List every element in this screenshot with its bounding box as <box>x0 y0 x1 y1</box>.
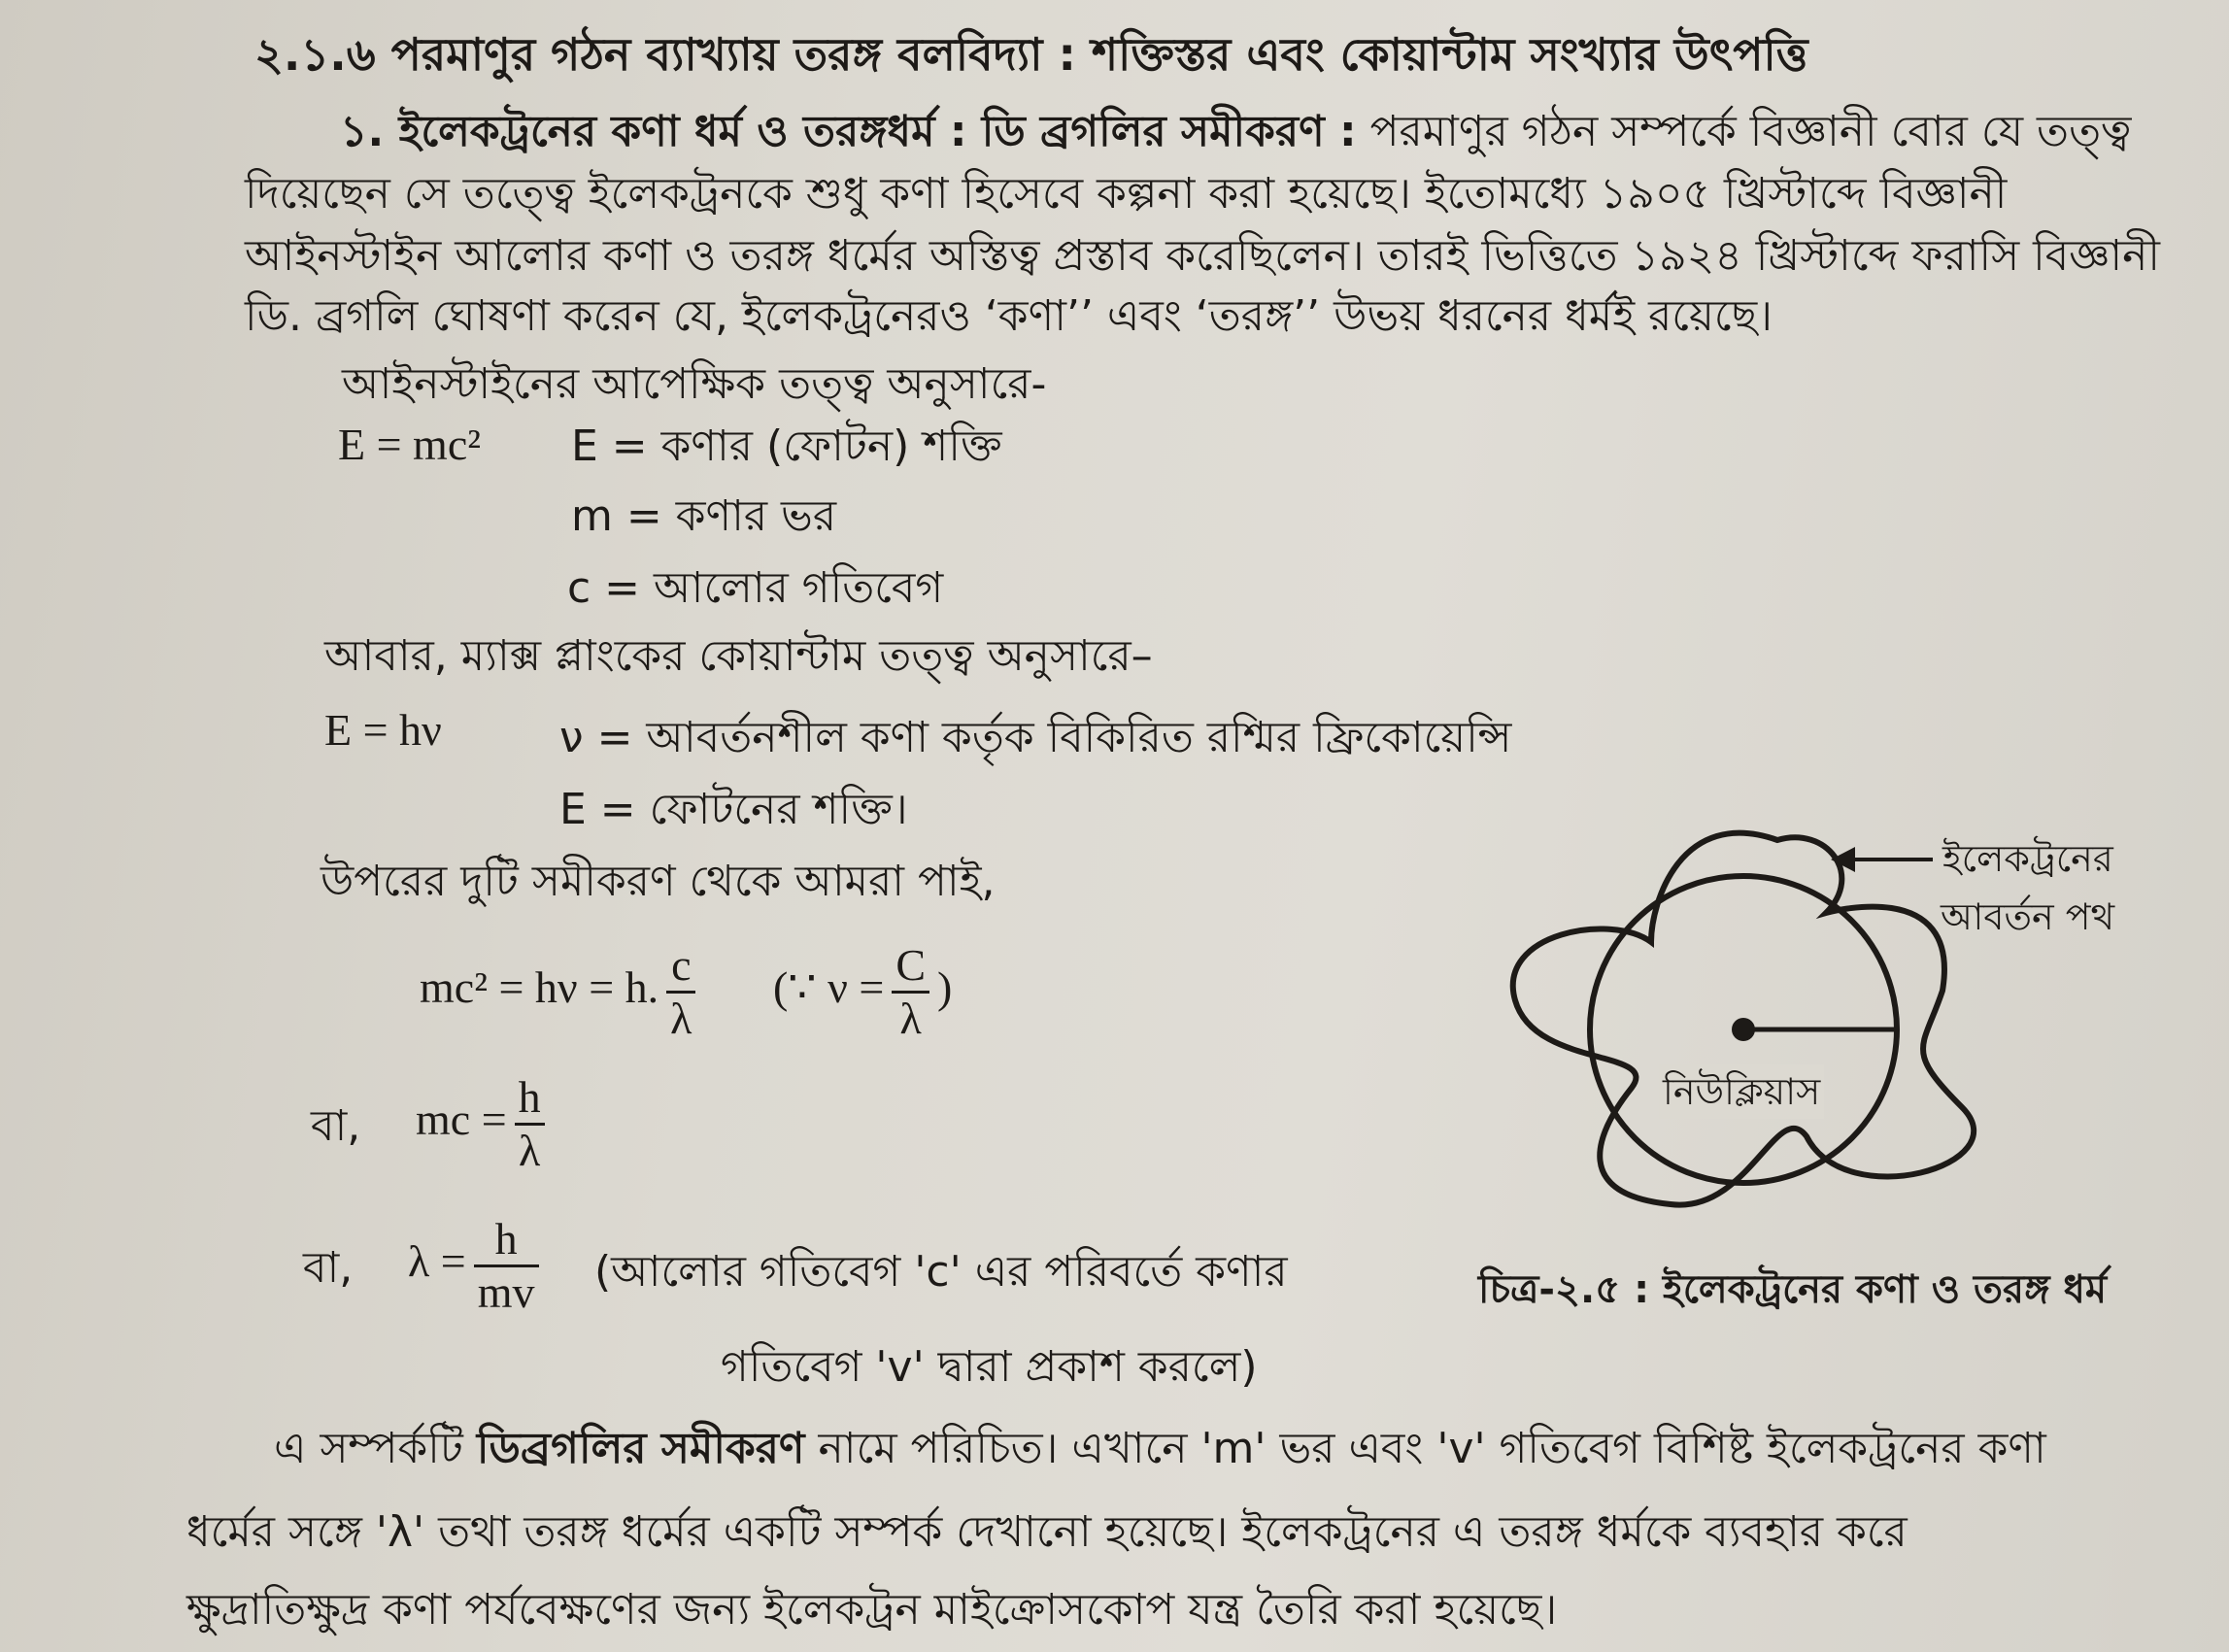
conclusion-line-1 <box>274 1422 2046 1476</box>
equation-2-ba: বা, <box>311 1101 361 1151</box>
conclusion-line-2: ধর্মের সঙ্গে 'λ' তথা তরঙ্গ ধর্মের একটি সম্পর্ক দেখানো হয়েছে। ইলেকট্রনের এ তরঙ্গ ধর্মকে ব্যবহার করে <box>186 1507 1908 1557</box>
figure-caption: চিত্র-২.৫ : ইলেকট্রনের কণা ও তরঙ্গ ধর্ম <box>1478 1267 2108 1312</box>
conclusion-line-1a: এ সম্পর্কটি <box>274 1424 463 1473</box>
equation-3-ba: বা, <box>303 1243 354 1293</box>
intro-line-1-rest: পরমাণুর গঠন সম্পর্কে বিজ্ঞানী বোর যে তত্ত্ব <box>1369 107 2132 156</box>
intro-line-4: ডি. ব্রগলি ঘোষণা করেন যে, ইলেকট্রনেরও ‘কণা’’ এবং ‘তরঙ্গ’’ উভয় ধরনের ধর্মই রয়েছে। <box>245 291 1773 341</box>
def-light-speed: c = আলোর গতিবেগ <box>567 563 944 613</box>
equation-1-left: mc² = hν = h. <box>420 962 659 1013</box>
intro-line-1 <box>340 105 2131 159</box>
equation-3-note-2: গতিবেগ 'v' দ্বারা প্রকাশ করলে) <box>721 1342 1258 1392</box>
de-broglie-equation-term: ডিব্রগলির সমীকরণ <box>476 1424 805 1473</box>
equation-3-note: (আলোর গতিবেগ 'c' এর পরিবর্তে কণার <box>594 1247 1288 1297</box>
einstein-intro: আইনস্টাইনের আপেক্ষিক তত্ত্ব অনুসারে- <box>342 359 1047 409</box>
intro-line-2: দিয়েছেন সে তত্ত্বে ইলেকট্রনকে শুধু কণা হিসেবে কল্পনা করা হয়েছে। ইতোমধ্যে ১৯০৫ খ্রিস্টাব্দে বিজ্ঞানী <box>245 169 2008 219</box>
conclusion-line-1c: নামে পরিচিত। এখানে 'm' ভর এবং 'v' গতিবেগ বিশিষ্ট ইলেকট্রনের কণা <box>818 1424 2046 1473</box>
conclusion-line-3: ক্ষুদ্রাতিক্ষুদ্র কণা পর্যবেক্ষণের জন্য ইলেকট্রন মাইক্রোসকোপ যন্ত্র তৈরি করা হয়েছে। <box>186 1585 1558 1635</box>
def-energy: E = কণার (ফোটন) শক্তি <box>571 421 1002 471</box>
orbit-path-label-2: আবর্তন পথ <box>1941 895 2115 938</box>
equation-2 <box>416 1072 553 1176</box>
section-heading: ২.১.৬ পরমাণুর গঠন ব্যাখ্যায় তরঙ্গ বলবিদ্যা : শক্তিস্তর এবং কোয়ান্টাম সংখ্যার উৎপত্তি <box>254 28 1808 81</box>
equation-1 <box>420 940 952 1044</box>
equation-3 <box>408 1214 547 1318</box>
nucleus-label: নিউক্লিয়াস <box>1659 1064 1824 1119</box>
equation-2-left: mc = <box>416 1095 507 1145</box>
def-frequency: ν = আবর্তনশীল কণা কর্তৃক বিকিরিত রশ্মির ফ্রিকোয়েন্সি <box>559 713 1512 762</box>
fraction-c-over-lambda: $\frac{c}{\lambda}$ <box>666 940 695 1044</box>
fraction-h-over-mv: $\frac{h}{mv}$ <box>474 1214 539 1318</box>
orbit-path-label-1: ইলেকট্রনের <box>1942 837 2113 880</box>
planck-intro: আবার, ম্যাক্স প্লাংকের কোয়ান্টাম তত্ত্ব অনুসারে– <box>324 631 1153 681</box>
equation-1-note-left: (∵ ν = <box>772 962 885 1013</box>
def-photon-energy: E = ফোটনের শক্তি। <box>559 785 908 834</box>
equation-3-left: λ = <box>408 1236 466 1287</box>
fraction-h-over-lambda: $\frac{h}{\lambda}$ <box>515 1072 545 1176</box>
def-mass: m = কণার ভর <box>571 491 837 541</box>
intro-line-3: আইনস্টাইন আলোর কণা ও তরঙ্গ ধর্মের অস্তিত্ব প্রস্তাব করেছিলেন। তারই ভিত্তিতে ১৯২৪ খ্রিস্টাব্দে ফরাসি বিজ্ঞানী <box>245 231 2160 281</box>
de-broglie-figure <box>1457 816 2137 1263</box>
fraction-C-over-lambda: $\frac{C}{\lambda}$ <box>892 940 929 1044</box>
intro-title: ১. ইলেকট্রনের কণা ধর্ম ও তরঙ্গধর্ম : ডি ব্রগলির সমীকরণ : <box>340 107 1357 156</box>
planck-equation: E = hν <box>324 705 442 755</box>
equation-1-note-right: ) <box>937 962 953 1013</box>
einstein-equation: E = mc² <box>338 420 482 469</box>
derivation-intro: উপরের দুটি সমীকরণ থেকে আমরা পাই, <box>321 857 996 906</box>
